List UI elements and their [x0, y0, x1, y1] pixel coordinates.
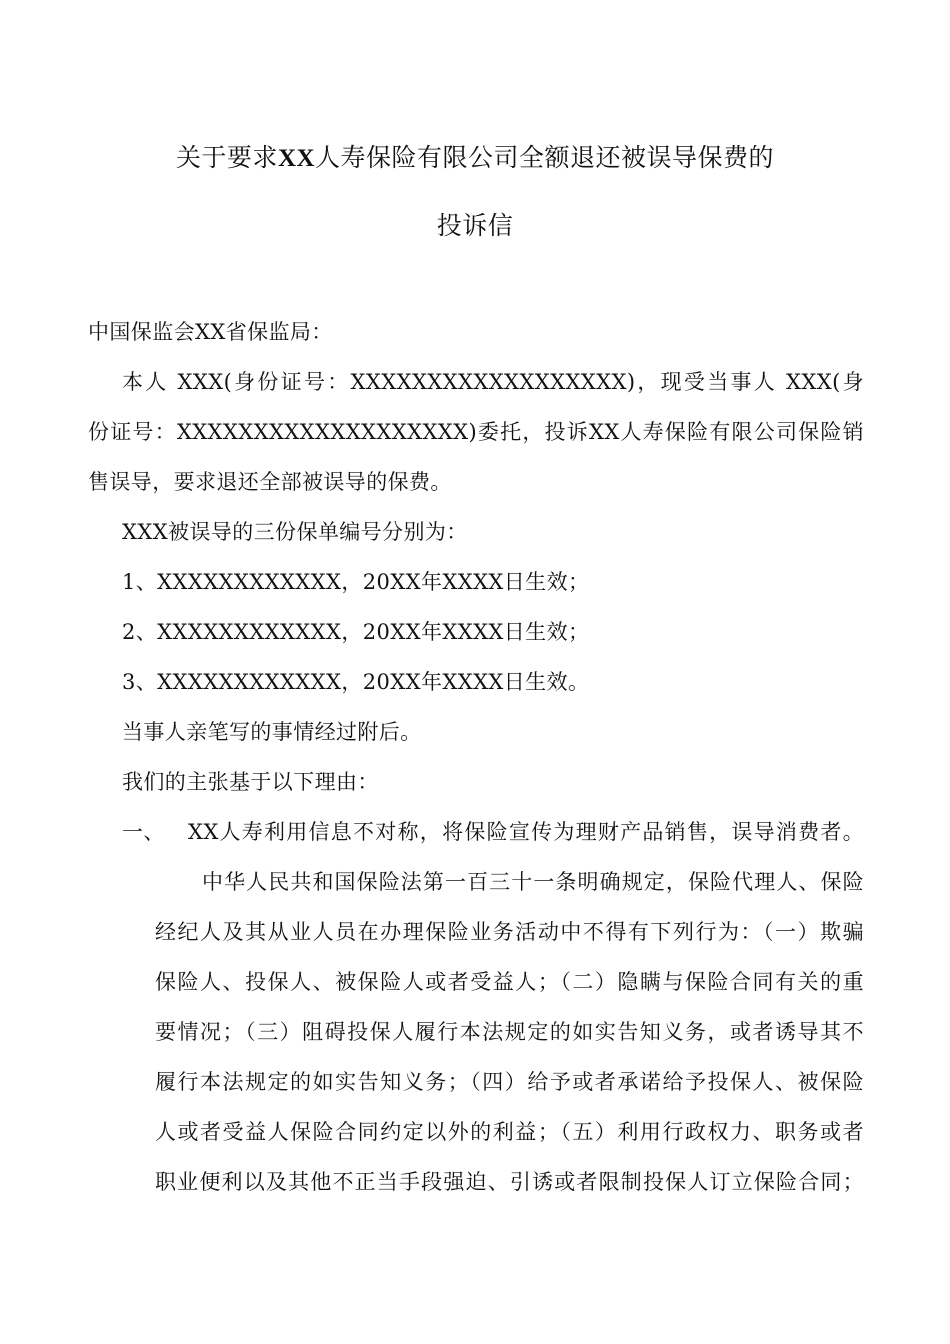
policy-item-2: 2、XXXXXXXXXXXX，20XX年XXXX日生效； [122, 620, 590, 644]
reason-1-body-line-5: 履行本法规定的如实告知义务；（四）给予或者承诺给予投保人、被保险 [155, 1070, 864, 1094]
reason-1-body-line-4: 要情况；（三）阻碍投保人履行本法规定的如实告知义务，或者诱导其不 [155, 1020, 864, 1044]
intro-line-2: 份证号：XXXXXXXXXXXXXXXXXXX)委托，投诉XX人寿保险有限公司保险销 [88, 420, 864, 444]
reasons-intro: 我们的主张基于以下理由： [122, 770, 379, 794]
reason-1-body-line-2: 经纪人及其从业人员在办理保险业务活动中不得有下列行为：（一）欺骗 [155, 920, 864, 944]
salutation: 中国保监会XX省保监局： [88, 320, 333, 344]
reason-1-number: 一、 [122, 820, 165, 844]
title-prefix: 关于要求 [175, 143, 278, 172]
reason-1-heading: XX人寿利用信息不对称，将保险宣传为理财产品销售，误导消费者。 [188, 820, 864, 844]
reason-1-body-line-3: 保险人、投保人、被保险人或者受益人；（二）隐瞒与保险合同有关的重 [155, 970, 864, 994]
policy-item-1: 1、XXXXXXXXXXXX，20XX年XXXX日生效； [122, 570, 590, 594]
reason-1-body-line-1: 中华人民共和国保险法第一百三十一条明确规定，保险代理人、保险 [202, 870, 864, 894]
letter-title-line-1 [0, 138, 950, 174]
letter-title-line-2: 投诉信 [436, 211, 514, 240]
intro-line-3: 售误导，要求退还全部被误导的保费。 [88, 470, 452, 494]
policy-item-3: 3、XXXXXXXXXXXX，20XX年XXXX日生效。 [122, 670, 590, 694]
reason-1-body-line-6: 人或者受益人保险合同约定以外的利益；（五）利用行政权力、职务或者 [155, 1120, 864, 1144]
attachment-note: 当事人亲笔写的事情经过附后。 [122, 720, 422, 744]
intro-line-1: 本人 XXX(身份证号：XXXXXXXXXXXXXXXXXX)，现受当事人 XXX(身 [122, 370, 864, 394]
reason-1-body-line-7: 职业便利以及其他不正当手段强迫、引诱或者限制投保人订立保险合同； [155, 1170, 864, 1194]
title-suffix: 人寿保险有限公司全额退还被误导保费的 [315, 143, 775, 172]
policies-intro: XXX被误导的三份保单编号分别为： [122, 520, 468, 544]
title-company-code: XX [277, 145, 316, 172]
